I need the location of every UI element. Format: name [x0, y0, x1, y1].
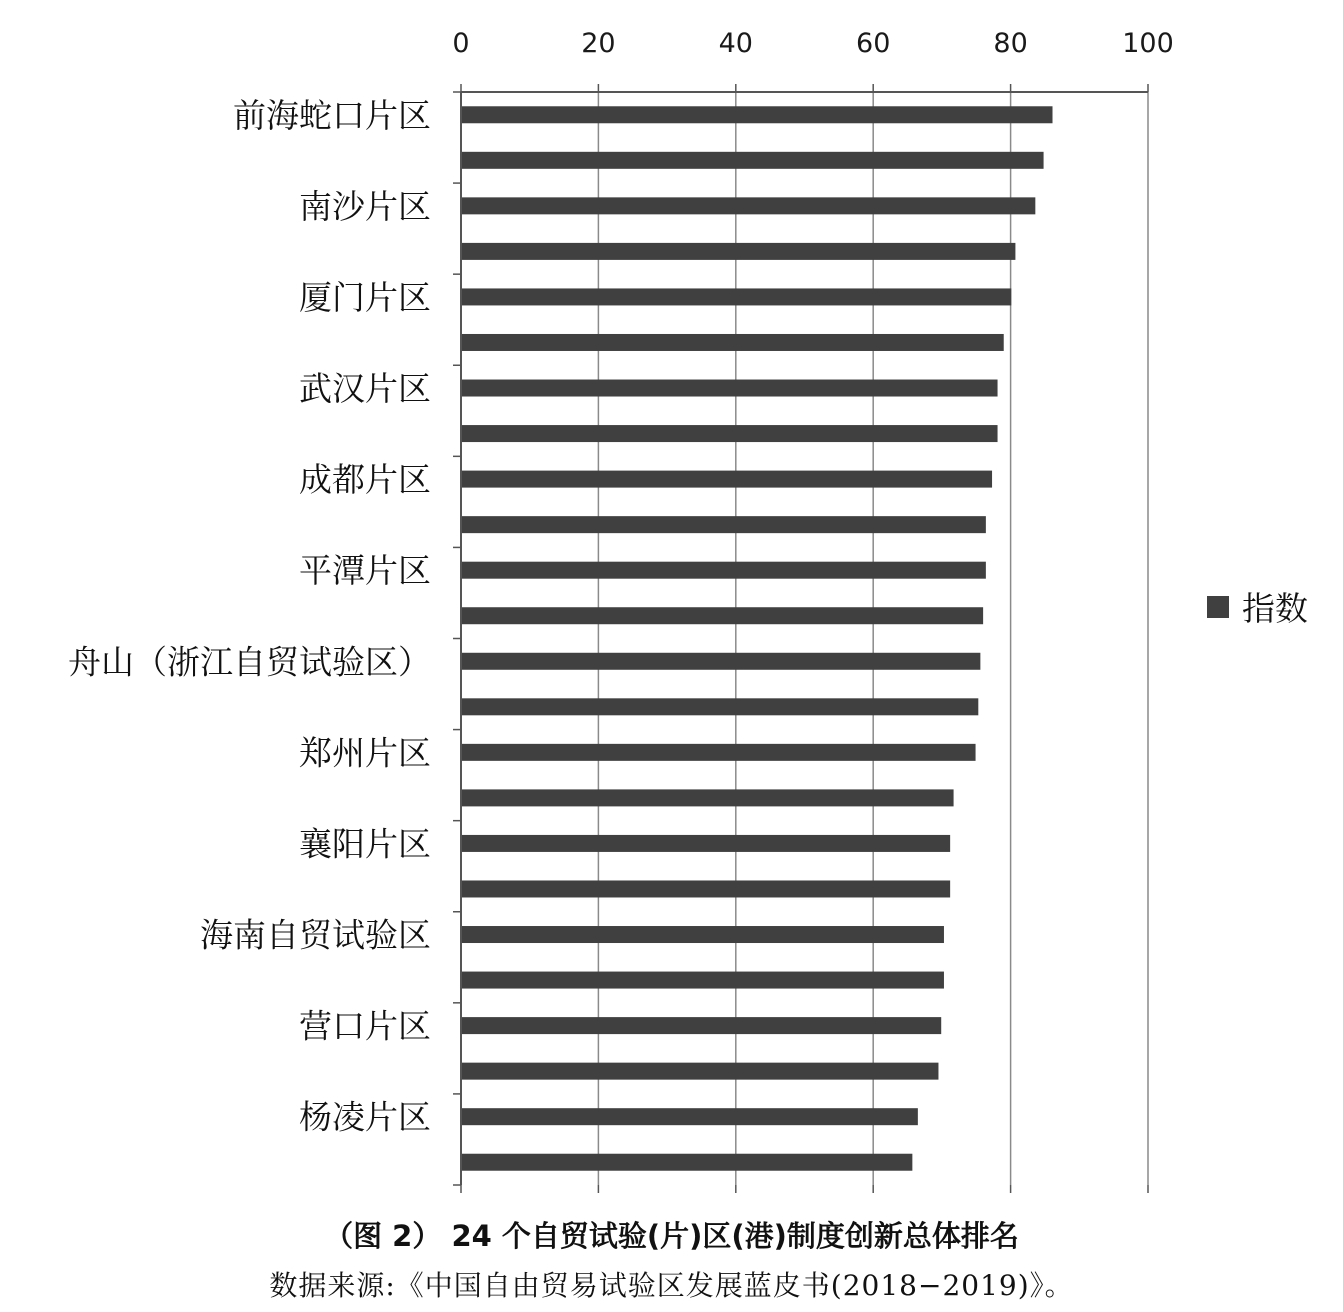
category-label: 营口片区	[299, 1006, 431, 1046]
bar	[461, 516, 986, 533]
bars	[461, 106, 1053, 1170]
bar	[461, 243, 1015, 260]
bar	[461, 744, 976, 761]
bar	[461, 562, 986, 579]
category-label: 海南自贸试验区	[200, 915, 431, 955]
bar	[461, 334, 1004, 351]
bar	[461, 972, 944, 989]
category-label: 成都片区	[299, 460, 431, 500]
x-tick-label: 80	[993, 28, 1028, 59]
x-tick-label: 60	[856, 28, 891, 59]
bar	[461, 607, 983, 624]
bar	[461, 425, 998, 442]
category-label: 武汉片区	[299, 369, 431, 409]
bar	[461, 926, 944, 943]
bar	[461, 880, 950, 897]
figure-caption-title: （图 2） 24 个自贸试验(片)区(港)制度创新总体排名	[324, 1219, 1019, 1253]
category-label: 前海蛇口片区	[233, 95, 431, 135]
bar	[461, 1017, 941, 1034]
figure-source-note: 数据来源:《中国自由贸易试验区发展蓝皮书(2018−2019)》。	[269, 1269, 1074, 1302]
bar	[461, 1154, 912, 1171]
bar	[461, 698, 978, 715]
bar	[461, 471, 992, 488]
legend-label: 指数	[1242, 589, 1308, 628]
bar	[461, 835, 950, 852]
category-label: 舟山（浙江自贸试验区）	[68, 642, 431, 682]
x-tick-label: 20	[581, 28, 616, 59]
x-tick-label: 100	[1122, 28, 1174, 59]
category-label: 厦门片区	[299, 277, 431, 317]
bar	[461, 106, 1053, 123]
x-tick-label: 40	[718, 28, 753, 59]
category-label: 襄阳片区	[299, 824, 431, 864]
bar	[461, 152, 1044, 169]
x-tick-label: 0	[452, 28, 470, 59]
legend	[1207, 589, 1308, 628]
bar	[461, 653, 980, 670]
bar	[461, 197, 1035, 214]
bar	[461, 1108, 918, 1125]
bar	[461, 380, 998, 397]
category-label: 南沙片区	[299, 186, 431, 226]
bar	[461, 288, 1011, 305]
category-labels	[68, 96, 431, 1137]
category-label: 郑州片区	[299, 733, 431, 773]
legend-swatch	[1207, 596, 1229, 618]
bar	[461, 789, 954, 806]
bar	[461, 1063, 938, 1080]
category-label: 平潭片区	[299, 551, 431, 591]
category-label: 杨凌片区	[299, 1097, 431, 1137]
